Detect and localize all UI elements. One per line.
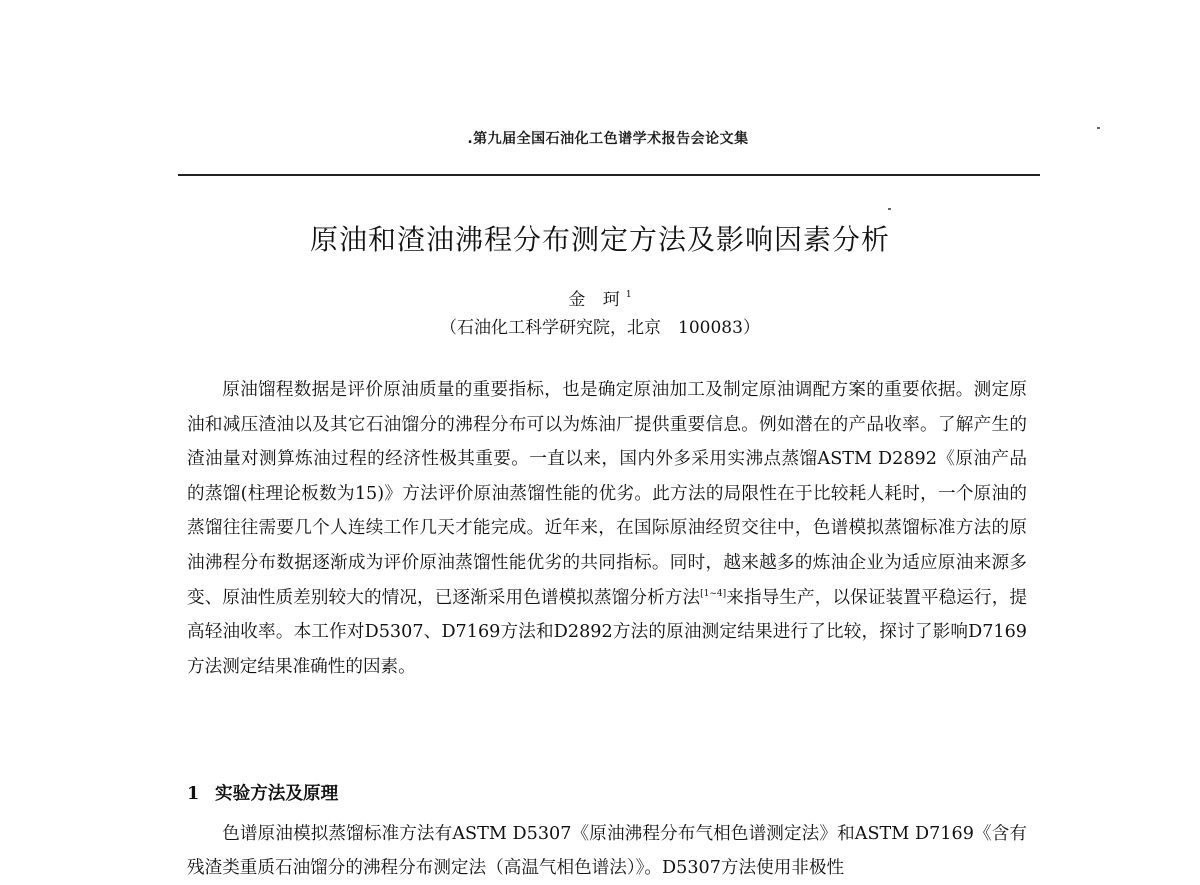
author-line [0,285,1200,310]
body-paragraph-2: 色谱原油模拟蒸馏标准方法有ASTM D5307《原油沸程分布气相色谱测定法》和ASTM D7169《含有残渣类重质石油馏分的沸程分布测定法（高温气相色谱法）》。D5307方法使用非极性 [187,824,1027,878]
body-paragraph-1 [187,373,1027,684]
header-rule [178,174,1040,176]
section-title: 实验方法及原理 [215,783,339,804]
scan-speck [888,208,891,210]
section-heading [187,780,1027,805]
citation-reference: [1~4] [700,588,727,599]
section-number: 1 [187,783,200,804]
author-affiliation-marker: 1 [625,290,632,300]
paragraph-1-text-b: 来指导生产，以保证装置平稳运行，提高轻油收率。本工作对D5307、D7169方法和D2892方法的原油测定结果进行了比较，探讨了影响D7169方法测定结果准确性的因素。 [187,587,1027,677]
running-header: .第九届全国石油化工色谱学术报告会论文集 [467,131,749,147]
author-name: 金 珂 [568,290,626,310]
scan-speck [1097,127,1100,129]
paper-title: 原油和渣油沸程分布测定方法及影响因素分析 [309,223,890,256]
paragraph-1-text-a: 原油馏程数据是评价原油质量的重要指标，也是确定原油加工及制定原油调配方案的重要依据。测定原油和减压渣油以及其它石油馏分的沸程分布可以为炼油厂提供重要信息。例如潜在的产品收率。了解产生的渣油量对测算炼油过程的经济性极其重要。一直以来，国内外多采用实沸点蒸馏ASTM D2892《原油产品的蒸馏(柱理论板数为15)》方法评价原油蒸馏性能的优劣。此方法的局限性在于比较耗人耗时，一个原油的蒸馏往往需要几个人连续工作几天才能完成。近年来，在国际原油经贸交往中，色谱模拟蒸馏标准方法的原油沸程分布数据逐渐成为评价原油蒸馏性能优劣的共同指标。同时，越来越多的炼油企业为适应原油来源多变、原油性质差别较大的情况，已逐渐采用色谱模拟蒸馏分析方法 [187,380,1027,608]
affiliation: （石油化工科学研究院，北京 100083） [440,318,760,338]
